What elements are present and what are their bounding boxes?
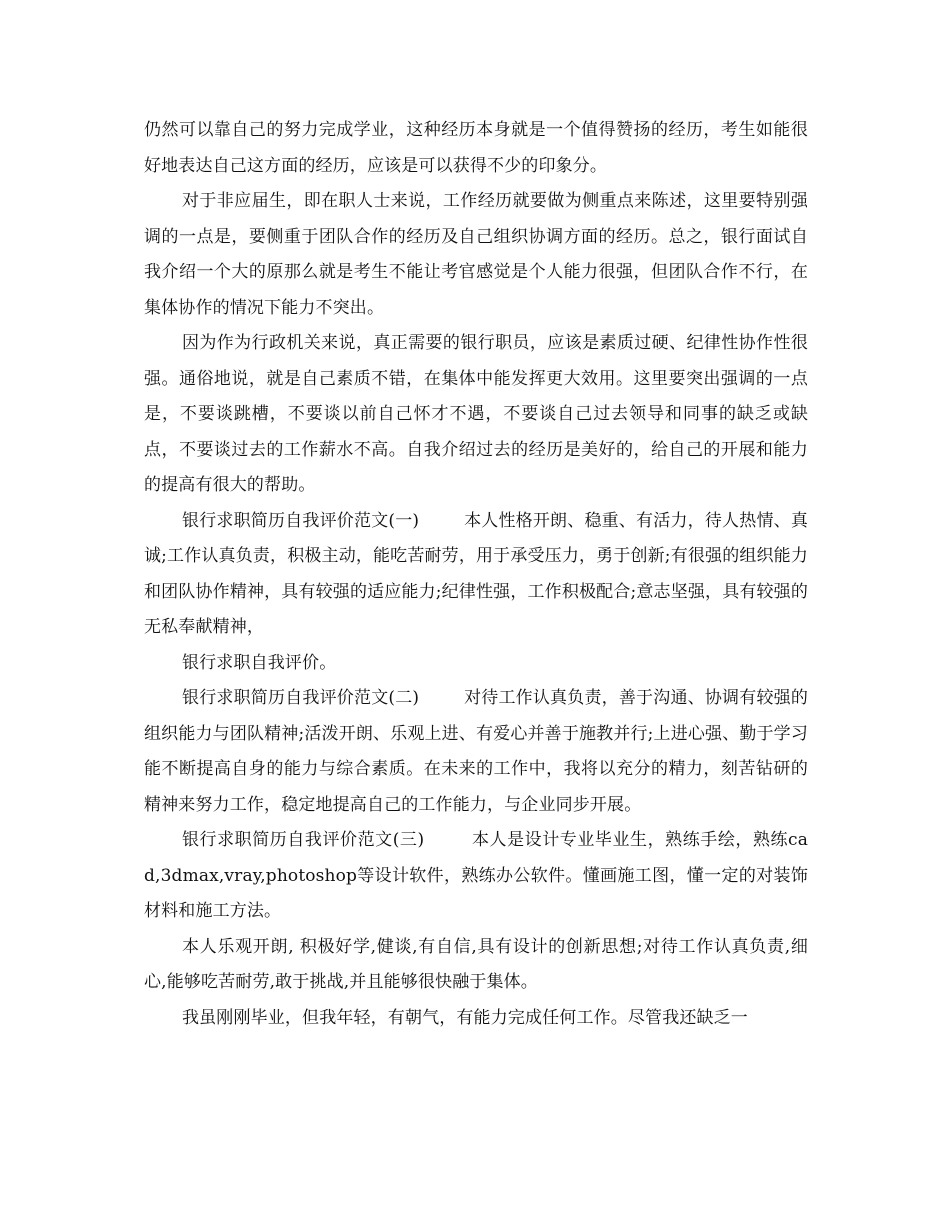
paragraph: 因为作为行政机关来说，真正需要的银行职员，应该是素质过硬、纪律性协作性很强。通俗地说，就是自己素质不错，在集体中能发挥更大效用。这里要突出强调的一点是，不要谈跳槽，不要谈以前自己怀才不遇，不要谈自己过去领导和同事的缺乏或缺点，不要谈过去的工作薪水不高。自我介绍过去的经历是美好的，给自己的开展和能力的提高有很大的帮助。 bbox=[144, 333, 808, 495]
sample-body: 对待工作认真负责，善于沟通、协调有较强的组织能力与团队精神;活泼开朗、乐观上进、有爱心并善于施教并行;上进心强、勤于学习能不断提高自身的能力与综合素质。在未来的工作中，我将以充分的精力，刻苦钻研的精神来努力工作，稳定地提高自己的工作能力，与企业同步开展。 bbox=[144, 688, 809, 815]
sample-heading: 银行求职简历自我评价范文(一) bbox=[182, 510, 420, 531]
document-body bbox=[144, 113, 808, 1036]
sample-body: 本人是设计专业毕业生，熟练手绘，熟练cad,3dmax,vray,photoshop等设计软件，熟练办公软件。懂画施工图，懂一定的对装饰材料和施工方法。 bbox=[144, 830, 809, 921]
paragraph: 仍然可以靠自己的努力完成学业，这种经历本身就是一个值得赞扬的经历，考生如能很好地表达自己这方面的经历，应该是可以获得不少的印象分。 bbox=[144, 120, 808, 176]
paragraph-sample-1 bbox=[144, 504, 808, 646]
heading-gap bbox=[424, 830, 472, 850]
paragraph-sample-3 bbox=[144, 823, 808, 930]
sample-heading: 银行求职简历自我评价范文(二) bbox=[182, 688, 420, 708]
paragraph: 我虽刚刚毕业，但我年轻，有朝气，有能力完成任何工作。尽管我还缺乏一 bbox=[182, 1007, 748, 1028]
paragraph: 本人乐观开朗, 积极好学,健谈,有自信,具有设计的创新思想;对待工作认真负责,细心,能够吃苦耐劳,敢于挑战,并且能够很快融于集体。 bbox=[144, 936, 808, 992]
sample-heading: 银行求职简历自我评价范文(三) bbox=[182, 830, 425, 850]
paragraph: 对于非应届生，即在职人士来说，工作经历就要做为侧重点来陈述，这里要特别强调的一点是，要侧重于团队合作的经历及自己组织协调方面的经历。总之，银行面试自我介绍一个大的原那么就是考生不能让考官感觉是个人能力很强，但团队合作不行，在集体协作的情况下能力不突出。 bbox=[144, 191, 808, 318]
heading-gap bbox=[419, 511, 464, 531]
heading-gap bbox=[419, 688, 464, 708]
sample-body: 本人性格开朗、稳重、有活力，待人热情、真诚;工作认真负责，积极主动，能吃苦耐劳，用于承受压力，勇于创新;有很强的组织能力和团队协作精神，具有较强的适应能力;纪律性强，工作积极配合;意志坚强，具有较强的无私奉献精神， bbox=[144, 510, 809, 637]
paragraph-sample-2 bbox=[144, 681, 808, 823]
paragraph: 银行求职自我评价。 bbox=[182, 652, 337, 673]
